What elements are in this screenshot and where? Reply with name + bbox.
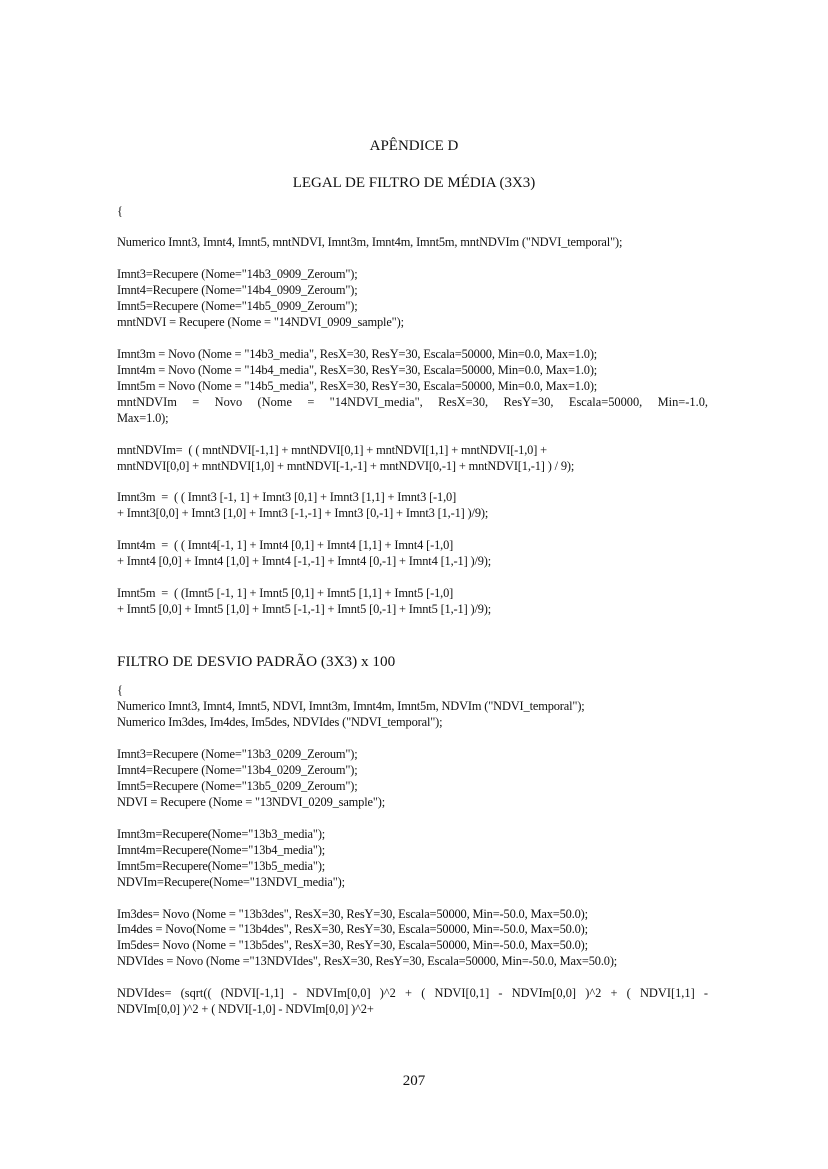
code-line: Im3des= Novo (Nome = "13b3des", ResX=30, ResY=30, Escala=50000, Min=-50.0, Max=50.0); bbox=[117, 907, 588, 921]
code-line: { bbox=[117, 204, 123, 218]
code-line: NDVIm=Recupere(Nome="13NDVI_media"); bbox=[117, 875, 345, 889]
code-line: mntNDVI = Recupere (Nome = "14NDVI_0909_sample"); bbox=[117, 315, 404, 329]
code-line: Numerico Im3des, Im4des, Im5des, NDVIdes ("NDVI_temporal"); bbox=[117, 715, 443, 729]
code-line: Numerico Imnt3, Imnt4, Imnt5, mntNDVI, Imnt3m, Imnt4m, Imnt5m, mntNDVIm ("NDVI_temporal"); bbox=[117, 235, 623, 249]
code-line: Imnt4=Recupere (Nome="13b4_0209_Zeroum"); bbox=[117, 763, 358, 777]
code-line: { bbox=[117, 683, 123, 697]
code-line: Imnt5=Recupere (Nome="13b5_0209_Zeroum"); bbox=[117, 779, 358, 793]
code-line: Imnt3m = Novo (Nome = "14b3_media", ResX=30, ResY=30, Escala=50000, Min=0.0, Max=1.0); bbox=[117, 347, 598, 361]
code-line: Imnt5=Recupere (Nome="14b5_0909_Zeroum"); bbox=[117, 299, 358, 313]
page-number: 207 bbox=[402, 1073, 426, 1089]
code-line: Numerico Imnt3, Imnt4, Imnt5, NDVI, Imnt3m, Imnt4m, Imnt5m, NDVIm ("NDVI_temporal"); bbox=[117, 699, 585, 713]
code-line: Imnt4=Recupere (Nome="14b4_0909_Zeroum"); bbox=[117, 283, 358, 297]
code-line: Im4des = Novo(Nome = "13b4des", ResX=30, ResY=30, Escala=50000, Min=-50.0, Max=50.0); bbox=[117, 922, 588, 936]
code-line: NDVI = Recupere (Nome = "13NDVI_0209_sample"); bbox=[117, 795, 386, 809]
code-line: Imnt4m=Recupere(Nome="13b4_media"); bbox=[117, 843, 326, 857]
code-line: Imnt3m = ( ( Imnt3 [-1, 1] + Imnt3 [0,1] + Imnt3 [1,1] + Imnt3 [-1,0] bbox=[117, 490, 457, 504]
code-line: Imnt5m = Novo (Nome = "14b5_media", ResX=30, ResY=30, Escala=50000, Min=0.0, Max=1.0); bbox=[117, 379, 598, 393]
code-line: + Imnt4 [0,0] + Imnt4 [1,0] + Imnt4 [-1,-1] + Imnt4 [0,-1] + Imnt4 [1,-1] )/9); bbox=[117, 554, 492, 568]
code-line: Imnt4m = ( ( Imnt4[-1, 1] + Imnt4 [0,1] + Imnt4 [1,1] + Imnt4 [-1,0] bbox=[117, 538, 454, 552]
code-line: Imnt5m = ( (Imnt5 [-1, 1] + Imnt5 [0,1] + Imnt5 [1,1] + Imnt5 [-1,0] bbox=[117, 586, 454, 600]
code-line: Imnt5m=Recupere(Nome="13b5_media"); bbox=[117, 859, 326, 873]
code-line: + Imnt3[0,0] + Imnt3 [1,0] + Imnt3 [-1,-1] + Imnt3 [0,-1] + Imnt3 [1,-1] )/9); bbox=[117, 506, 489, 520]
code-line: Imnt4m = Novo (Nome = "14b4_media", ResX=30, ResY=30, Escala=50000, Min=0.0, Max=1.0); bbox=[117, 363, 598, 377]
code-line: Imnt3m=Recupere(Nome="13b3_media"); bbox=[117, 827, 326, 841]
code-line: mntNDVIm= ( ( mntNDVI[-1,1] + mntNDVI[0,1] + mntNDVI[1,1] + mntNDVI[-1,0] + bbox=[117, 443, 547, 457]
code-line: + Imnt5 [0,0] + Imnt5 [1,0] + Imnt5 [-1,-1] + Imnt5 [0,-1] + Imnt5 [1,-1] )/9); bbox=[117, 602, 492, 616]
code-line: mntNDVI[0,0] + mntNDVI[1,0] + mntNDVI[-1,-1] + mntNDVI[0,-1] + mntNDVI[1,-1] ) / 9); bbox=[117, 459, 575, 473]
appendix-label: APÊNDICE D bbox=[369, 138, 459, 154]
code-line: Im5des= Novo (Nome = "13b5des", ResX=30, ResY=30, Escala=50000, Min=-50.0, Max=50.0); bbox=[117, 938, 588, 952]
code-line: NDVIdes= (sqrt(( (NDVI[-1,1] - NDVIm[0,0] )^2 + ( NDVI[0,1] - NDVIm[0,0] )^2 + ( NDVI[1,1] - bbox=[117, 986, 708, 1000]
code-line: NDVIdes = Novo (Nome ="13NDVIdes", ResX=30, ResY=30, Escala=50000, Min=-50.0, Max=50.0); bbox=[117, 954, 618, 968]
code-line: Imnt3=Recupere (Nome="14b3_0909_Zeroum"); bbox=[117, 267, 358, 281]
code-line: mntNDVIm = Novo (Nome = "14NDVI_media", ResX=30, ResY=30, Escala=50000, Min=-1.0, bbox=[117, 395, 708, 409]
code-line: Imnt3=Recupere (Nome="13b3_0209_Zeroum"); bbox=[117, 747, 358, 761]
page-title: LEGAL DE FILTRO DE MÉDIA (3X3) bbox=[292, 175, 536, 191]
code-line: Max=1.0); bbox=[117, 411, 169, 425]
section-heading: FILTRO DE DESVIO PADRÃO (3X3) x 100 bbox=[117, 653, 396, 670]
code-line: NDVIm[0,0] )^2 + ( NDVI[-1,0] - NDVIm[0,0] )^2+ bbox=[117, 1002, 374, 1016]
